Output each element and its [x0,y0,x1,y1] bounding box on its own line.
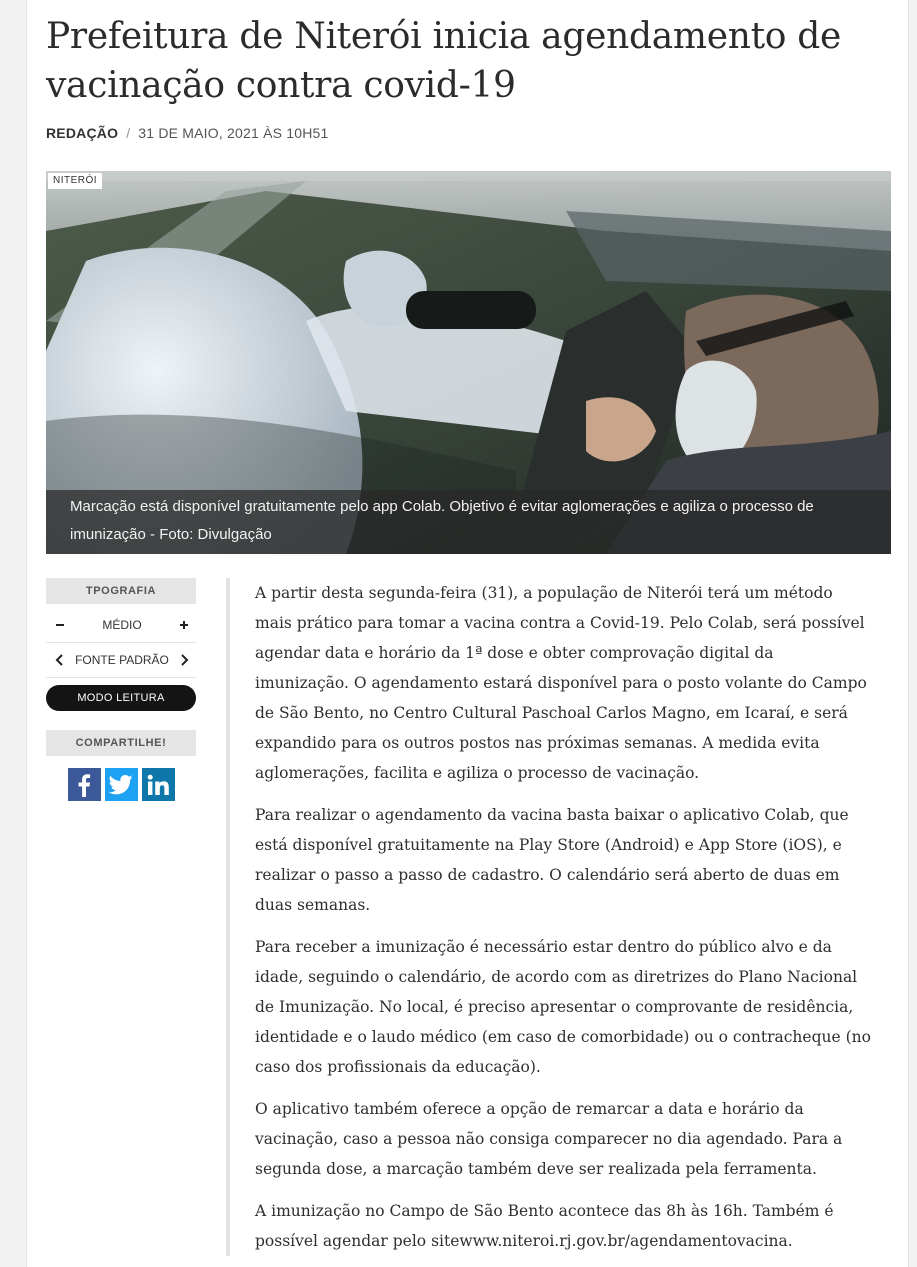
typography-header: TPOGRAFIA [46,578,196,604]
plus-icon[interactable] [176,617,192,633]
paragraph: Para realizar o agendamento da vacina basta baixar o aplicativo Colab, que está disponível gratuitamente na Play Store (Android) e App Store (iOS), e realizar o passo a passo de cadastro. O calendário será aberto de duas em duas semanas. [255,806,849,914]
byline-separator: / [126,125,131,141]
share-header: COMPARTILHE! [46,730,196,756]
article-title: Prefeitura de Niterói inicia agendamento de vacinação contra covid-19 [46,16,842,106]
paragraph: A partir desta segunda-feira (31), a população de Niterói terá um método mais prático para tomar a vacina contra a Covid-19. Pelo Colab, será possível agendar data e horário da 1ª dose e obter comprovação digital da imunização. O agendamento estará disponível para o posto volante do Campo de São Bento, no Centro Cultural Paschoal Carlos Magno, em Icaraí, e será expandido para os outros postos nas próximas semanas. A medida evita aglomerações, facilita e agiliza o processo de vacinação. [255,584,867,782]
hero-image [46,171,891,554]
minus-icon[interactable] [52,617,68,633]
article-body [255,578,875,1267]
reading-mode-button[interactable]: MODO LEITURA [46,685,196,711]
reading-tools [46,578,196,801]
font-family-control [46,643,196,678]
paragraph: Para receber a imunização é necessário estar dentro do público alvo e da idade, seguindo o calendário, de acordo com as diretrizes do Plano Nacional de Imunização. No local, é preciso apresentar o comprovante de residência, identidade e o laudo médico (em caso de comorbidade) ou o contracheque (no caso dos profissionais da educação). [255,938,871,1076]
byline [46,125,329,141]
share-buttons [46,768,196,801]
article-page [26,0,909,1267]
category-badge[interactable]: NITERÓI [48,173,102,189]
facebook-icon[interactable] [68,768,101,801]
article-divider [226,578,230,1256]
photo-caption: Marcação está disponível gratuitamente pelo app Colab. Objetivo é evitar aglomerações e agiliza o processo de imunização - Foto: Divulgação [46,490,891,554]
font-size-control [46,608,196,643]
chevron-left-icon[interactable] [52,652,68,668]
paragraph: O aplicativo também oferece a opção de remarcar a data e horário da vacinação, caso a pessoa não consiga comparecer no dia agendado. Para a segunda dose, a marcação também deve ser realizada pela ferramenta. [255,1100,843,1178]
publish-date: 31 DE MAIO, 2021 ÀS 10H51 [138,125,329,141]
paragraph: A imunização no Campo de São Bento acontece das 8h às 16h. Também é possível agendar pelo sitewww.niteroi.rj.gov.br/agendamentovacina. [255,1202,834,1250]
twitter-icon[interactable] [105,768,138,801]
font-family-label: FONTE PADRÃO [75,653,169,667]
linkedin-icon[interactable] [142,768,175,801]
author-name[interactable]: REDAÇÃO [46,125,119,141]
chevron-right-icon[interactable] [176,652,192,668]
font-size-label: MÉDIO [102,618,142,632]
